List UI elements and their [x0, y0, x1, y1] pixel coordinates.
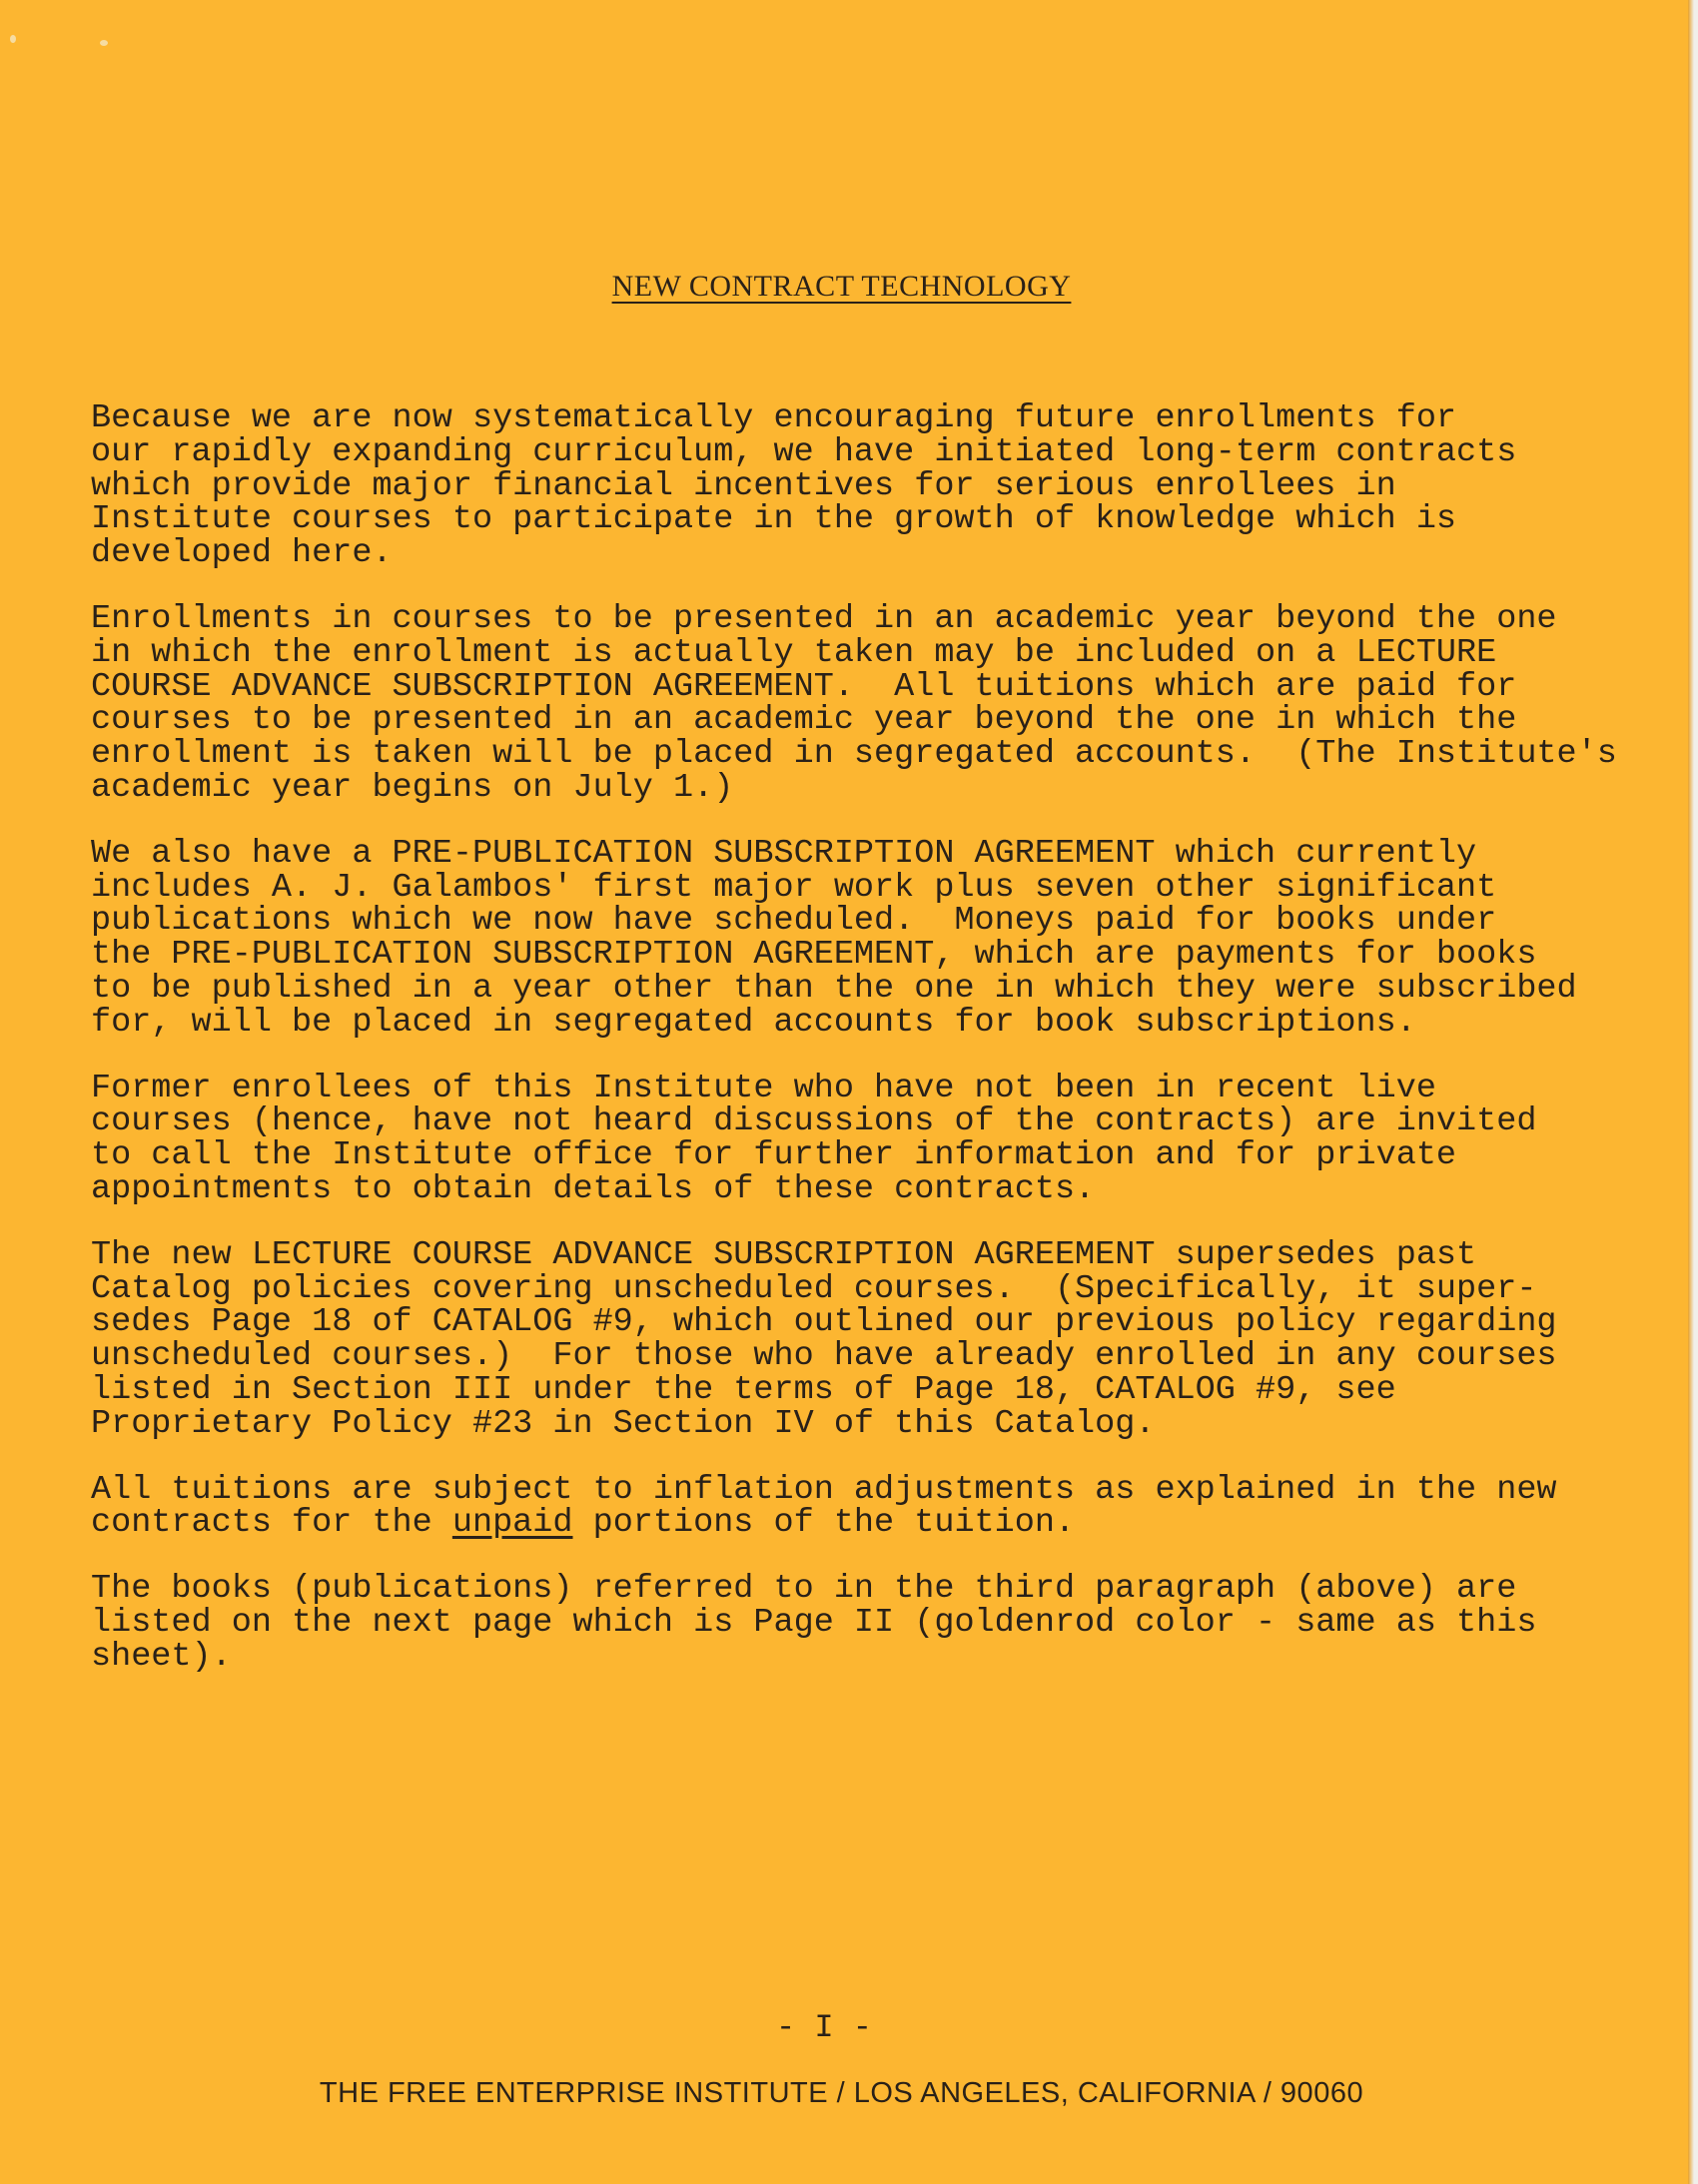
paragraph-1 — [91, 399, 1649, 573]
document-body — [91, 399, 1649, 1707]
text-line: All tuitions are subject to inflation adjustments as explained in the new — [91, 1470, 1557, 1509]
text-line: Enrollments in courses to be presented in an academic year beyond the one — [91, 599, 1557, 638]
text-line: Because we are now systematically encouraging future enrollments for — [91, 399, 1457, 437]
paragraph-6 — [91, 1470, 1649, 1543]
text-line: to call the Institute office for further information and for private — [91, 1136, 1457, 1175]
text-line: The books (publications) referred to in the third paragraph (above) are — [91, 1570, 1517, 1609]
footer-address: THE FREE ENTERPRISE INSTITUTE / LOS ANGELES, CALIFORNIA / 90060 — [319, 2077, 1364, 2109]
text-line: Catalog policies covering unscheduled courses. (Specifically, it super- — [91, 1269, 1537, 1308]
paragraph-3 — [91, 834, 1649, 1042]
text-line: listed in Section III under the terms of Page 18, CATALOG #9, see — [91, 1370, 1396, 1409]
text-line: to be published in a year other than the one in which they were subscribed — [91, 969, 1577, 1008]
text-line: COURSE ADVANCE SUBSCRIPTION AGREEMENT. All tuitions which are paid for — [91, 667, 1517, 706]
text-line: courses to be presented in an academic year beyond the one in which the — [91, 701, 1517, 740]
text-line: publications which we now have scheduled. Moneys paid for books under — [91, 902, 1497, 941]
document-title: NEW CONTRACT TECHNOLOGY — [611, 270, 1072, 303]
text-line: Proprietary Policy #23 in Section IV of this Catalog. — [91, 1404, 1156, 1443]
text-line: includes A. J. Galambos' first major work plus seven other significant — [91, 868, 1497, 907]
paragraph-4 — [91, 1069, 1649, 1208]
text-line: sheet). — [91, 1637, 232, 1676]
text-line — [91, 1504, 1649, 1543]
text-line: The new LECTURE COURSE ADVANCE SUBSCRIPTION AGREEMENT supersedes past — [91, 1235, 1477, 1274]
text-line: unscheduled courses.) For those who have already enrolled in any courses — [91, 1337, 1557, 1376]
text-line: Institute courses to participate in the growth of knowledge which is — [91, 500, 1457, 539]
underlined-word: unpaid — [451, 1504, 573, 1543]
paragraph-2 — [91, 599, 1649, 807]
text-line: which provide major financial incentives for serious enrollees in — [91, 466, 1396, 505]
text-run: contracts for the — [91, 1504, 452, 1543]
text-line: courses (hence, have not heard discussions of the contracts) are invited — [91, 1102, 1537, 1141]
text-line: for, will be placed in segregated accounts for book subscriptions. — [91, 1003, 1416, 1042]
text-line: the PRE-PUBLICATION SUBSCRIPTION AGREEMENT, which are payments for books — [91, 936, 1537, 975]
text-line: sedes Page 18 of CATALOG #9, which outlined our previous policy regarding — [91, 1303, 1557, 1342]
text-line: academic year begins on July 1.) — [91, 768, 734, 807]
paragraph-7 — [91, 1570, 1649, 1676]
text-line: our rapidly expanding curriculum, we have initiated long-term contracts — [91, 432, 1517, 471]
paper-speck — [100, 40, 108, 46]
text-line: Former enrollees of this Institute who have not been in recent live — [91, 1069, 1436, 1107]
paper-speck — [10, 35, 16, 43]
text-line: developed here. — [91, 534, 393, 573]
text-line: in which the enrollment is actually taken may be included on a LECTURE — [91, 633, 1497, 672]
page-edge — [1688, 0, 1698, 2184]
paragraph-5 — [91, 1235, 1649, 1443]
page-number: - I - — [775, 2009, 872, 2046]
text-line: appointments to obtain details of these contracts. — [91, 1169, 1096, 1208]
text-run: portions of the tuition. — [572, 1504, 1076, 1543]
text-line: enrollment is taken will be placed in segregated accounts. (The Institute's — [91, 735, 1617, 774]
text-line: listed on the next page which is Page II (goldenrod color - same as this — [91, 1603, 1537, 1642]
text-line: We also have a PRE-PUBLICATION SUBSCRIPTION AGREEMENT which currently — [91, 834, 1477, 873]
